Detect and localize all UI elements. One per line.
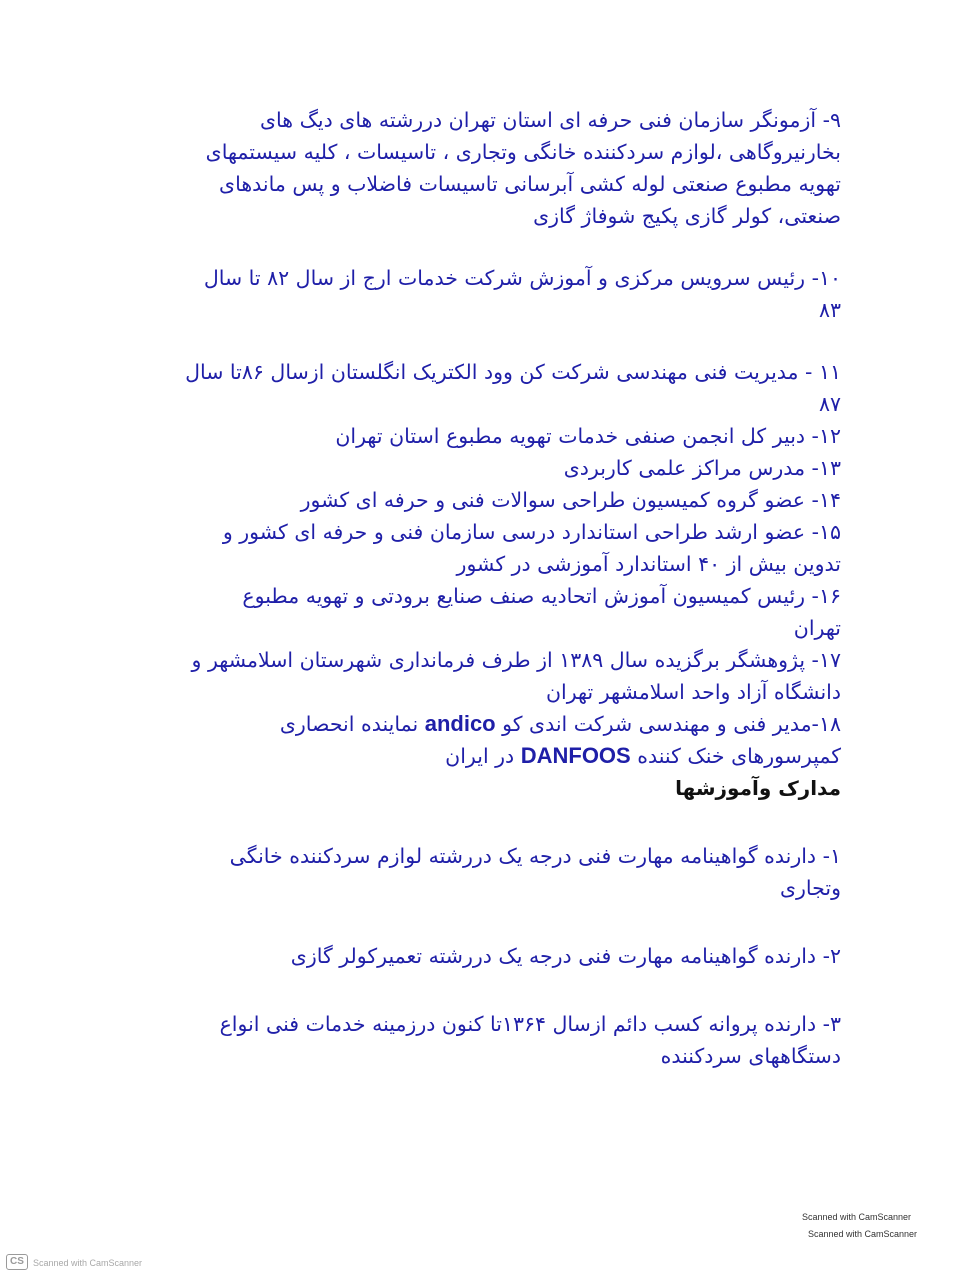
brand-danfoos: DANFOOS — [520, 743, 631, 768]
certificate-3 — [121, 1008, 841, 1072]
item-line: تهویه مطبوع صنعتی لوله کشی آبرسانی تاسیسات فاضلاب و پس ماندهای — [219, 172, 841, 196]
certificate-line: دستگاههای سردکننده — [660, 1044, 841, 1068]
item-text: نماینده انحصاری — [279, 712, 419, 736]
brand-andico: andico — [424, 711, 496, 736]
certificate-1 — [121, 840, 841, 904]
item-18 — [121, 708, 841, 772]
item-line: صنعتی، کولر گازی پکیج شوفاژ گازی — [533, 204, 841, 228]
item-line: دانشگاه آزاد واحد اسلامشهر تهران — [546, 680, 841, 704]
certificate-line: ۳- دارنده پروانه کسب دائم ازسال ۱۳۶۴تا کنون درزمینه خدمات فنی انواع — [219, 1012, 841, 1036]
item-line: بخارنیروگاهی ،لوازم سردکننده خانگی وتجاری ، تاسیسات ، کلیه سیستمهای — [205, 140, 841, 164]
item-line: ۱۰- رئیس سرویس مرکزی و آموزش شرکت خدمات ارج از سال ۸۲ تا سال — [203, 266, 841, 290]
certificate-line: ۲- دارنده گواهینامه مهارت فنی درجه یک دررشته تعمیرکولر گازی — [290, 944, 841, 968]
item-text: کمپرسورهای خنک کننده — [637, 744, 841, 768]
item-17 — [121, 644, 841, 708]
item-line — [121, 740, 841, 772]
item-line: ۱۵- عضو ارشد طراحی استاندارد درسی سازمان فنی و حرفه ای کشور و — [222, 520, 841, 544]
scanner-watermark: Scanned with CamScanner — [807, 1229, 917, 1239]
item-16 — [121, 580, 841, 644]
item-text: در ایران — [445, 744, 515, 768]
certificate-line: وتجاری — [779, 876, 841, 900]
item-line — [121, 708, 841, 740]
item-text: ۱۸-مدیر فنی و مهندسی شرکت اندی کو — [502, 712, 841, 736]
item-line: ۱۶- رئیس کمیسیون آموزش اتحادیه صنف صنایع برودتی و تهویه مطبوع — [242, 584, 841, 608]
item-line: ۱۴- عضو گروه کمیسیون طراحی سوالات فنی و حرفه ای کشور — [300, 488, 841, 512]
item-15 — [121, 516, 841, 580]
item-line: ۸۳ — [818, 298, 841, 322]
item-line: تهران — [793, 616, 841, 640]
item-line: ۱۷- پژوهشگر برگزیده سال ۱۳۸۹ از طرف فرمانداری شهرستان اسلامشهر و — [191, 648, 841, 672]
item-line: ۹- آزمونگر سازمان فنی حرفه ای استان تهران دررشته های دیگ های — [259, 108, 841, 132]
item-11 — [121, 356, 841, 420]
item-line: ۱۳- مدرس مراکز علمی کاربردی — [563, 456, 841, 480]
item-line: ۸۷ — [818, 392, 841, 416]
item-line: ۱۱ - مدیریت فنی مهندسی شرکت کن وود الکتریک انگلستان ازسال ۸۶تا سال — [185, 360, 841, 384]
scanner-footer: Scanned with CamScanner — [33, 1258, 143, 1268]
item-9 — [121, 104, 841, 232]
certificate-2 — [121, 940, 841, 972]
item-10 — [121, 262, 841, 326]
item-line: تدوین بیش از ۴۰ استاندارد آموزشی در کشور — [456, 552, 841, 576]
item-13 — [121, 452, 841, 484]
scanner-watermark: Scanned with CamScanner — [801, 1212, 911, 1222]
item-14 — [121, 484, 841, 516]
item-line: ۱۲- دبیر کل انجمن صنفی خدمات تهویه مطبوع استان تهران — [335, 424, 841, 448]
camscanner-logo-icon: CS — [6, 1254, 28, 1270]
section-heading: مدارک وآموزشها — [675, 776, 841, 800]
document-body — [121, 104, 841, 1072]
certificate-line: ۱- دارنده گواهینامه مهارت فنی درجه یک دررشته لوازم سردکننده خانگی — [229, 844, 841, 868]
item-12 — [121, 420, 841, 452]
